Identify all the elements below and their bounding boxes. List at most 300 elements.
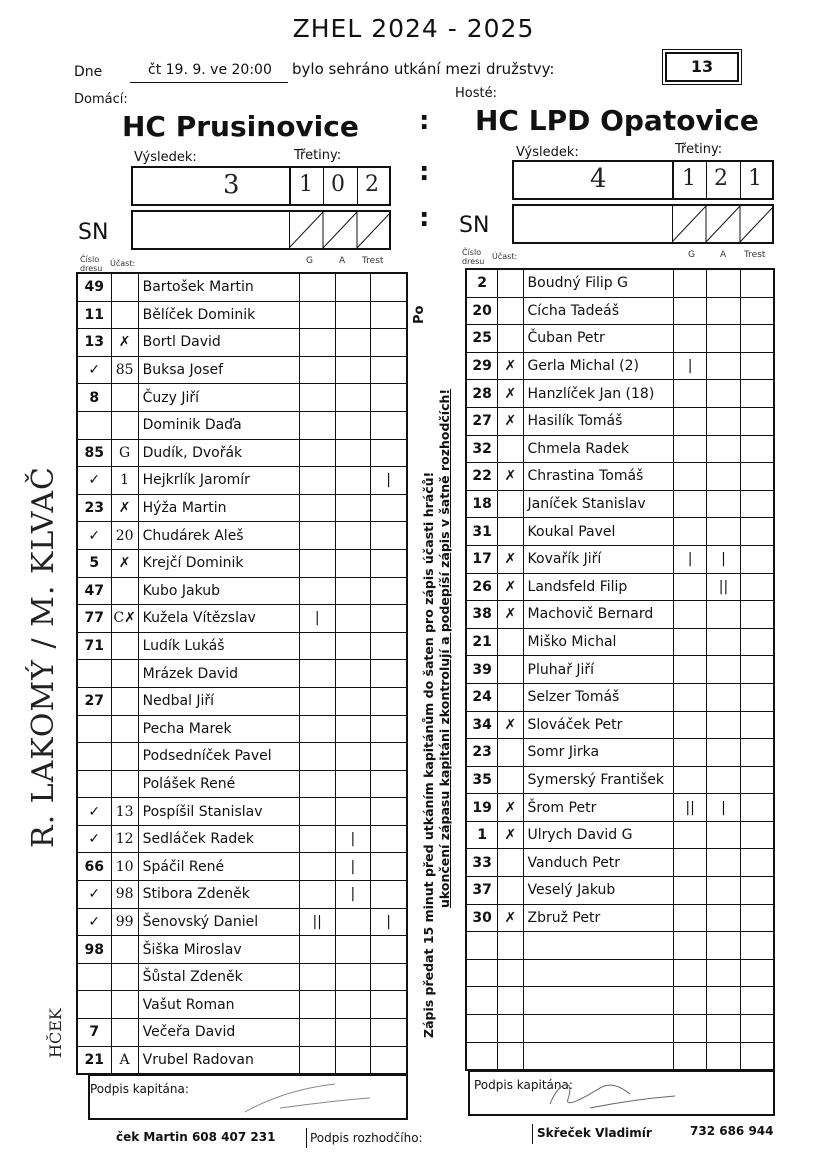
goals-cell <box>299 356 335 384</box>
goals-cell <box>299 825 335 853</box>
player-name: Kovařík Jiří <box>523 545 673 573</box>
player-number: 2 <box>466 269 498 297</box>
participation-mark: ✗ <box>498 904 523 932</box>
table-row <box>77 439 407 467</box>
table-row <box>77 301 407 329</box>
away-result-box <box>512 160 774 200</box>
table-row <box>77 356 407 384</box>
participation-mark: ✗ <box>498 601 523 629</box>
assists-cell <box>707 490 740 518</box>
away-col-trest: Trest <box>744 250 766 260</box>
participation-mark: ✗ <box>498 463 523 491</box>
player-name: Dudík, Dvořák <box>138 439 299 467</box>
assists-cell <box>707 297 740 325</box>
participation-mark <box>498 1015 523 1043</box>
penalty-cell <box>371 549 407 577</box>
player-number: 31 <box>466 518 498 546</box>
away-sn-box <box>512 204 774 244</box>
signature-scribble <box>240 1078 380 1118</box>
player-name: Bartošek Martin <box>138 273 299 301</box>
player-name: Chrastina Tomáš <box>523 463 673 491</box>
home-roster-table <box>76 272 408 1075</box>
goals-cell <box>673 932 706 960</box>
player-name <box>523 1015 673 1043</box>
penalty-cell <box>740 987 774 1015</box>
assists-cell <box>707 325 740 353</box>
table-row <box>77 273 407 301</box>
table-row <box>77 798 407 826</box>
assists-cell: | <box>335 825 371 853</box>
goals-cell <box>673 904 706 932</box>
colon-separator: : <box>419 157 430 187</box>
assists-cell <box>707 407 740 435</box>
goals-cell <box>673 463 706 491</box>
table-row <box>466 380 774 408</box>
assists-cell <box>707 821 740 849</box>
goals-cell <box>299 522 335 550</box>
penalty-cell <box>371 384 407 412</box>
goals-cell <box>299 1019 335 1047</box>
player-name: Spáčil René <box>138 853 299 881</box>
assists-cell <box>707 380 740 408</box>
assists-cell <box>335 687 371 715</box>
assists-cell <box>707 766 740 794</box>
goals-cell: || <box>299 908 335 936</box>
away-period-1: 1 <box>682 166 696 191</box>
player-number: 13 <box>77 329 111 357</box>
player-name: Koukal Pavel <box>523 518 673 546</box>
participation-mark <box>111 411 138 439</box>
player-number: 29 <box>466 352 498 380</box>
goals-cell <box>299 329 335 357</box>
table-row <box>466 518 774 546</box>
penalty-cell <box>371 881 407 909</box>
sn-slashes <box>289 212 391 248</box>
footer-divider <box>532 1124 533 1144</box>
table-row <box>77 1019 407 1047</box>
date-underline <box>130 82 288 83</box>
goals-cell <box>299 881 335 909</box>
goals-cell <box>673 849 706 877</box>
table-row <box>77 329 407 357</box>
participation-mark: ✗ <box>498 711 523 739</box>
participation-mark <box>111 963 138 991</box>
goals-cell <box>299 687 335 715</box>
referee-phone: 732 686 944 <box>690 1124 774 1138</box>
away-score: 4 <box>590 164 607 194</box>
table-row <box>466 877 774 905</box>
player-number: 22 <box>466 463 498 491</box>
table-row <box>466 987 774 1015</box>
player-number: 23 <box>77 494 111 522</box>
penalty-cell <box>371 439 407 467</box>
penalty-cell <box>371 743 407 771</box>
participation-mark <box>111 743 138 771</box>
assists-cell <box>335 908 371 936</box>
participation-mark <box>111 1019 138 1047</box>
home-sn-box <box>131 210 391 250</box>
table-row <box>466 407 774 435</box>
player-name <box>523 1042 673 1070</box>
player-name: Miško Michal <box>523 628 673 656</box>
table-row <box>77 411 407 439</box>
table-row <box>466 269 774 297</box>
participation-mark: 99 <box>111 908 138 936</box>
away-label: Hosté: <box>455 86 497 101</box>
participation-mark <box>111 715 138 743</box>
away-period-2: 2 <box>714 166 728 191</box>
participation-mark <box>498 1042 523 1070</box>
player-name: Somr Jirka <box>523 739 673 767</box>
player-number: ✓ <box>77 798 111 826</box>
goals-cell <box>673 407 706 435</box>
goals-cell <box>299 660 335 688</box>
assists-cell <box>335 1046 371 1074</box>
penalty-cell <box>740 932 774 960</box>
participation-mark: ✗ <box>111 494 138 522</box>
assists-cell <box>707 1015 740 1043</box>
home-score: 3 <box>223 170 240 200</box>
participation-mark <box>498 325 523 353</box>
player-name: Hejkrlík Jaromír <box>138 467 299 495</box>
penalty-cell <box>740 435 774 463</box>
goals-cell <box>299 494 335 522</box>
goals-cell <box>673 1015 706 1043</box>
goals-cell <box>299 273 335 301</box>
player-number: ✓ <box>77 356 111 384</box>
penalty-cell <box>371 494 407 522</box>
goals-cell <box>673 739 706 767</box>
side-instruction-1: Zápis předat 15 minut před utkáním kapitánům do šaten pro zápis účasti hráčů! <box>421 471 436 1038</box>
penalty-cell <box>740 407 774 435</box>
player-number: 33 <box>466 849 498 877</box>
table-row <box>466 545 774 573</box>
penalty-cell <box>740 821 774 849</box>
penalty-cell <box>740 518 774 546</box>
goals-cell <box>673 380 706 408</box>
player-name: Pecha Marek <box>138 715 299 743</box>
player-name: Polášek René <box>138 770 299 798</box>
goals-cell: | <box>673 545 706 573</box>
penalty-cell <box>740 766 774 794</box>
penalty-cell <box>371 605 407 633</box>
player-number: 23 <box>466 739 498 767</box>
player-number: 18 <box>466 490 498 518</box>
player-number <box>466 987 498 1015</box>
penalty-cell <box>371 577 407 605</box>
goals-cell <box>673 628 706 656</box>
table-row <box>466 1015 774 1043</box>
away-result-label: Výsledek: <box>516 145 579 160</box>
goals-cell: | <box>299 605 335 633</box>
player-name: Buksa Josef <box>138 356 299 384</box>
player-number: 8 <box>77 384 111 412</box>
table-row <box>466 711 774 739</box>
assists-cell <box>707 877 740 905</box>
participation-mark <box>498 683 523 711</box>
goals-cell <box>673 269 706 297</box>
participation-mark: 10 <box>111 853 138 881</box>
penalty-cell <box>371 770 407 798</box>
participation-mark <box>498 932 523 960</box>
player-number: 20 <box>466 297 498 325</box>
player-number <box>77 411 111 439</box>
player-name <box>523 959 673 987</box>
player-number: 37 <box>466 877 498 905</box>
table-row <box>77 605 407 633</box>
player-name <box>523 987 673 1015</box>
handwritten-note-2: HČEK <box>46 1008 65 1058</box>
home-team-name: HC Prusinovice <box>122 110 359 143</box>
assists-cell <box>335 494 371 522</box>
assists-cell <box>707 904 740 932</box>
assists-cell <box>335 715 371 743</box>
player-number: 30 <box>466 904 498 932</box>
assists-cell <box>707 656 740 684</box>
table-row <box>466 959 774 987</box>
participation-mark <box>498 877 523 905</box>
player-number: 98 <box>77 936 111 964</box>
assists-cell <box>707 683 740 711</box>
table-row <box>77 853 407 881</box>
table-row <box>466 766 774 794</box>
player-name: Večeřa David <box>138 1019 299 1047</box>
table-row <box>466 739 774 767</box>
player-name: Symerský František <box>523 766 673 794</box>
assists-cell <box>335 963 371 991</box>
assists-cell: | <box>335 881 371 909</box>
participation-mark: ✗ <box>111 329 138 357</box>
goals-cell <box>299 798 335 826</box>
referee-signature-label: Podpis rozhodčího: <box>310 1131 423 1145</box>
participation-mark: ✗ <box>498 573 523 601</box>
goals-cell <box>299 577 335 605</box>
home-sn-label: SN <box>78 220 109 245</box>
table-row <box>77 494 407 522</box>
player-name: Kubo Jakub <box>138 577 299 605</box>
player-name: Pospíšil Stanislav <box>138 798 299 826</box>
footer-divider <box>306 1128 307 1148</box>
assists-cell <box>335 522 371 550</box>
goals-cell <box>673 711 706 739</box>
player-number: 1 <box>466 821 498 849</box>
participation-mark: 98 <box>111 881 138 909</box>
participation-mark <box>498 739 523 767</box>
player-number <box>77 660 111 688</box>
player-number: 34 <box>466 711 498 739</box>
player-number <box>77 743 111 771</box>
assists-cell <box>335 991 371 1019</box>
player-number: 21 <box>77 1046 111 1074</box>
table-row <box>466 821 774 849</box>
player-number: ✓ <box>77 881 111 909</box>
assists-cell <box>335 936 371 964</box>
penalty-cell <box>371 991 407 1019</box>
penalty-cell <box>371 963 407 991</box>
home-captain-signature-box <box>88 1074 408 1120</box>
table-row <box>77 715 407 743</box>
assists-cell <box>707 601 740 629</box>
assists-cell <box>335 743 371 771</box>
penalty-cell <box>740 739 774 767</box>
home-captain-signature-label: Podpis kapitána: <box>90 1082 189 1096</box>
table-row <box>466 352 774 380</box>
penalty-cell <box>740 269 774 297</box>
penalty-cell <box>740 711 774 739</box>
participation-mark: ✗ <box>498 821 523 849</box>
goals-cell <box>299 301 335 329</box>
table-row <box>466 490 774 518</box>
penalty-cell <box>740 573 774 601</box>
away-col-participation: Účast: <box>492 252 518 261</box>
home-result-label: Výsledek: <box>134 150 197 165</box>
goals-cell <box>299 439 335 467</box>
player-name: Hasilík Tomáš <box>523 407 673 435</box>
assists-cell <box>707 269 740 297</box>
goals-cell <box>673 959 706 987</box>
participation-mark: ✗ <box>498 545 523 573</box>
participation-mark <box>111 384 138 412</box>
player-number: 77 <box>77 605 111 633</box>
table-row <box>466 683 774 711</box>
player-name: Bělíček Dominik <box>138 301 299 329</box>
away-roster-table <box>465 268 775 1071</box>
player-name: Podsedníček Pavel <box>138 743 299 771</box>
participation-mark <box>498 518 523 546</box>
penalty-cell <box>740 352 774 380</box>
goals-cell <box>673 821 706 849</box>
penalty-cell <box>740 490 774 518</box>
assists-cell <box>335 411 371 439</box>
player-name: Chudárek Aleš <box>138 522 299 550</box>
player-number: ✓ <box>77 908 111 936</box>
assists-cell <box>707 987 740 1015</box>
table-row <box>466 794 774 822</box>
goals-cell <box>673 877 706 905</box>
penalty-cell <box>371 715 407 743</box>
away-captain-signature-box <box>468 1070 775 1116</box>
home-col-number: Číslo dresu <box>80 255 103 273</box>
penalty-cell <box>740 794 774 822</box>
participation-mark <box>111 936 138 964</box>
player-number: ✓ <box>77 467 111 495</box>
assists-cell <box>335 384 371 412</box>
player-number: 11 <box>77 301 111 329</box>
player-number <box>466 932 498 960</box>
sn-slashes <box>672 206 774 242</box>
assists-cell <box>335 1019 371 1047</box>
penalty-cell <box>371 660 407 688</box>
away-period-3: 1 <box>748 166 762 191</box>
participation-mark: 85 <box>111 356 138 384</box>
away-team-name: HC LPD Opatovice <box>475 104 759 137</box>
home-period-2: 0 <box>331 172 345 197</box>
assists-cell <box>707 959 740 987</box>
assists-cell <box>707 352 740 380</box>
player-name: Šenovský Daniel <box>138 908 299 936</box>
goals-cell <box>299 936 335 964</box>
participation-mark <box>498 656 523 684</box>
assists-cell <box>335 329 371 357</box>
penalty-cell <box>371 329 407 357</box>
goals-cell <box>673 683 706 711</box>
penalty-cell <box>740 904 774 932</box>
player-number <box>77 991 111 1019</box>
assists-cell <box>707 711 740 739</box>
goals-cell <box>299 549 335 577</box>
penalty-cell <box>371 411 407 439</box>
table-row <box>77 577 407 605</box>
penalty-cell <box>371 798 407 826</box>
table-row <box>77 660 407 688</box>
away-periods-label: Třetiny: <box>675 142 723 157</box>
penalty-cell <box>371 853 407 881</box>
assists-cell <box>335 660 371 688</box>
player-number: 71 <box>77 632 111 660</box>
player-name: Šůstal Zdeněk <box>138 963 299 991</box>
participation-mark <box>111 991 138 1019</box>
participation-mark: ✗ <box>498 407 523 435</box>
player-name: Vanduch Petr <box>523 849 673 877</box>
assists-cell <box>707 739 740 767</box>
player-name: Stibora Zdeněk <box>138 881 299 909</box>
goals-cell <box>673 435 706 463</box>
penalty-cell <box>371 825 407 853</box>
assists-cell <box>707 628 740 656</box>
table-row <box>466 904 774 932</box>
player-number: 19 <box>466 794 498 822</box>
player-name: Ludík Lukáš <box>138 632 299 660</box>
penalty-cell <box>740 463 774 491</box>
goals-cell <box>299 632 335 660</box>
participation-mark <box>498 490 523 518</box>
assists-cell <box>335 605 371 633</box>
player-name: Čuzy Jiří <box>138 384 299 412</box>
table-row <box>466 849 774 877</box>
goals-cell <box>673 1042 706 1070</box>
goals-cell <box>299 991 335 1019</box>
player-number <box>466 1015 498 1043</box>
penalty-cell <box>371 301 407 329</box>
table-row <box>77 522 407 550</box>
participation-mark <box>111 770 138 798</box>
table-row <box>466 656 774 684</box>
away-captain-signature-label: Podpis kapitána: <box>474 1078 573 1092</box>
table-row <box>77 881 407 909</box>
player-name: Vašut Roman <box>138 991 299 1019</box>
penalty-cell <box>740 959 774 987</box>
table-row <box>77 632 407 660</box>
page-title: ZHEL 2024 - 2025 <box>292 14 535 43</box>
table-row <box>77 936 407 964</box>
penalty-cell <box>740 380 774 408</box>
player-name: Šrom Petr <box>523 794 673 822</box>
player-name: Vrubel Radovan <box>138 1046 299 1074</box>
player-number: 24 <box>466 683 498 711</box>
penalty-cell: | <box>371 908 407 936</box>
player-number: 27 <box>77 687 111 715</box>
participation-mark: 20 <box>111 522 138 550</box>
player-number: 7 <box>77 1019 111 1047</box>
away-col-g: G <box>688 250 695 260</box>
participation-mark: C✗ <box>111 605 138 633</box>
home-col-g: G <box>306 256 313 266</box>
player-number: 25 <box>466 325 498 353</box>
goals-cell <box>299 715 335 743</box>
player-name: Nedbal Jiří <box>138 687 299 715</box>
assists-cell <box>335 632 371 660</box>
table-row <box>77 549 407 577</box>
